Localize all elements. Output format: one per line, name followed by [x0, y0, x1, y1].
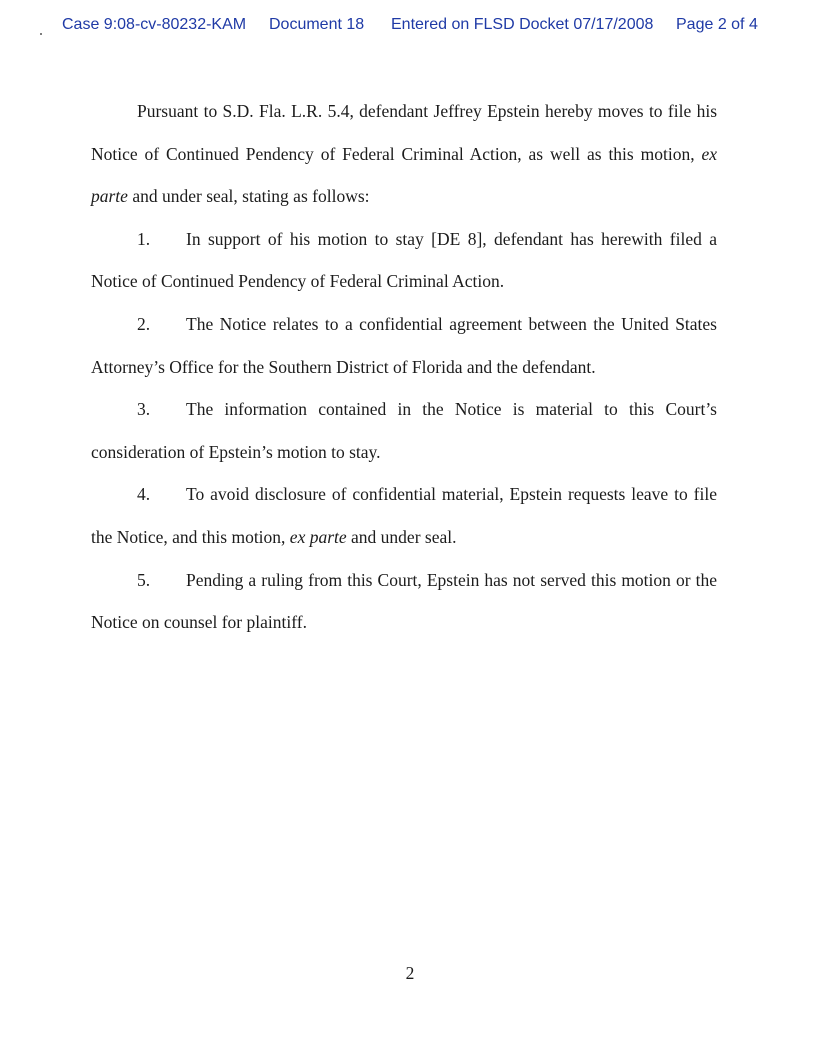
- numbered-paragraph-2: [91, 303, 717, 388]
- document-number: Document 18: [269, 16, 365, 33]
- motion-body: [91, 90, 717, 644]
- paragraph-text: The information contained in the Notice is material to this Court’s consideration of Epstein’s motion to stay.: [91, 399, 717, 462]
- page-indicator: Page 2 of 4: [676, 16, 758, 33]
- paragraph-number: 5.: [137, 569, 151, 590]
- intro-text-before: Pursuant to S.D. Fla. L.R. 5.4, defendant Jeffrey Epstein hereby moves to file his Notice of Continued Pendency of Federal Criminal Action, as well as this motion,: [91, 101, 717, 164]
- paragraph-italic: ex parte: [289, 526, 347, 547]
- intro-paragraph: [91, 90, 717, 218]
- scan-speck: [40, 33, 42, 35]
- docket-header: [0, 16, 820, 40]
- paragraph-number: 4.: [137, 484, 151, 505]
- numbered-paragraph-3: [91, 388, 717, 473]
- numbered-paragraph-1: [91, 218, 717, 303]
- paragraph-number: 2.: [137, 313, 151, 334]
- paragraph-number: 3.: [137, 399, 151, 420]
- paragraph-number: 1.: [137, 228, 151, 249]
- paragraph-text-after: and under seal.: [346, 526, 457, 547]
- paragraph-text-before: To avoid disclosure of confidential material, Epstein requests leave to file the Notice, and this motion,: [91, 484, 717, 547]
- paragraph-text: The Notice relates to a confidential agreement between the United States Attorney’s Office for the Southern District of Florida and the defendant.: [91, 313, 717, 377]
- docket-entry-date: Entered on FLSD Docket 07/17/2008: [391, 16, 654, 33]
- intro-italic: ex parte: [91, 143, 717, 207]
- page-number: 2: [405, 963, 415, 983]
- numbered-paragraph-5: [91, 559, 717, 644]
- paragraph-text: In support of his motion to stay [DE 8], defendant has herewith filed a Notice of Continued Pendency of Federal Criminal Action.: [91, 228, 717, 292]
- paragraph-text: Pending a ruling from this Court, Epstein has not served this motion or the Notice on counsel for plaintiff.: [91, 569, 717, 633]
- numbered-paragraph-4: [91, 473, 717, 558]
- intro-text-after: and under seal, stating as follows:: [127, 186, 370, 207]
- case-number: Case 9:08-cv-80232-KAM: [62, 16, 247, 33]
